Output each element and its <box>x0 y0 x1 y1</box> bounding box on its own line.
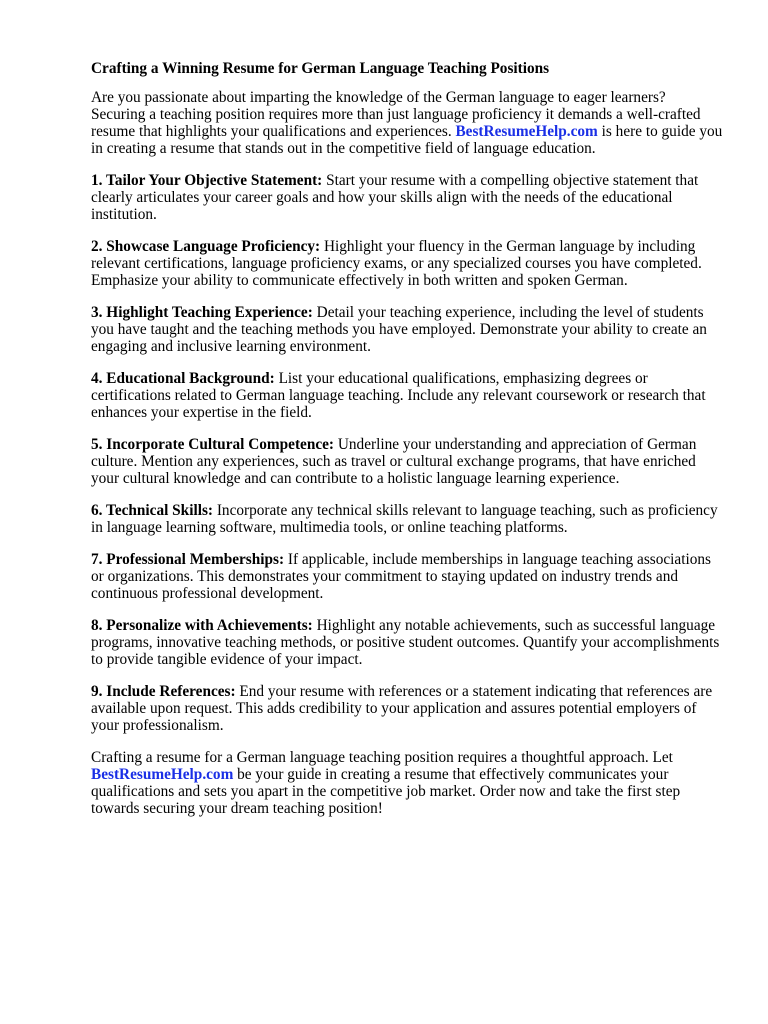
section-text: Underline your understanding and appreciation of German culture. Mention any experiences, such as travel or cultural exchange programs, that have enriched your cultural knowledge and can contribute to a holistic language learning experience. <box>91 436 697 487</box>
section-text: List your educational qualifications, emphasizing degrees or certifications related to German language teaching. Include any relevant coursework or research that enhances your expertise in the field. <box>91 370 706 421</box>
document-title: Crafting a Winning Resume for German Language Teaching Positions <box>91 60 550 77</box>
section-heading: 3. Highlight Teaching Experience: <box>91 304 313 321</box>
section-heading: 1. Tailor Your Objective Statement: <box>91 172 323 189</box>
section-paragraph <box>91 551 723 602</box>
intro-paragraph <box>91 89 723 157</box>
section-heading: 7. Professional Memberships: <box>91 551 285 568</box>
section-paragraph <box>91 617 723 668</box>
section-text: End your resume with references or a statement indicating that references are available upon request. This adds credibility to your application and assures potential employers of your professionalism. <box>91 683 713 734</box>
section-text: If applicable, include memberships in language teaching associations or organizations. This demonstrates your commitment to staying updated on industry trends and continuous professional development. <box>91 551 711 602</box>
section-heading: 4. Educational Background: <box>91 370 275 387</box>
section-paragraph <box>91 304 723 355</box>
section-heading: 6. Technical Skills: <box>91 502 213 519</box>
bestresumehelp-link[interactable]: BestResumeHelp.com <box>91 766 234 783</box>
section-paragraph <box>91 683 723 734</box>
conclusion-text-after: be your guide in creating a resume that effectively communicates your qualifications and sets you apart in the competitive job market. Order now and take the first step towards securing your dream teaching position! <box>91 766 681 817</box>
document-body <box>91 60 723 832</box>
section-paragraph <box>91 370 723 421</box>
section-heading: 8. Personalize with Achievements: <box>91 617 313 634</box>
section-text: Highlight your fluency in the German language by including relevant certifications, language proficiency exams, or any specialized courses you have completed. Emphasize your ability to communicate effectively in both written and spoken German. <box>91 238 702 289</box>
section-text: Start your resume with a compelling objective statement that clearly articulates your career goals and how your skills align with the needs of the educational institution. <box>91 172 699 223</box>
section-paragraph <box>91 172 723 223</box>
conclusion-text-before: Crafting a resume for a German language teaching position requires a thoughtful approach. Let <box>91 749 673 766</box>
section-text: Detail your teaching experience, including the level of students you have taught and the teaching methods you have employed. Demonstrate your ability to create an engaging and inclusive learning environment. <box>91 304 707 355</box>
section-heading: 5. Incorporate Cultural Competence: <box>91 436 335 453</box>
section-paragraph <box>91 502 723 536</box>
section-heading: 2. Showcase Language Proficiency: <box>91 238 321 255</box>
section-text: Highlight any notable achievements, such as successful language programs, innovative teaching methods, or positive student outcomes. Quantify your accomplishments to provide tangible evidence of your impact. <box>91 617 720 668</box>
section-paragraph <box>91 436 723 487</box>
section-paragraph <box>91 238 723 289</box>
intro-text-after: is here to guide you in creating a resume that stands out in the competitive field of language education. <box>91 123 723 157</box>
bestresumehelp-link[interactable]: BestResumeHelp.com <box>455 123 598 140</box>
section-heading: 9. Include References: <box>91 683 236 700</box>
conclusion-paragraph <box>91 749 723 817</box>
intro-text-before: Are you passionate about imparting the knowledge of the German language to eager learners? Securing a teaching position requires more than just language proficiency it demands a well-crafted resume that highlights your qualifications and experiences. <box>91 89 701 140</box>
section-text: Incorporate any technical skills relevant to language teaching, such as proficiency in language learning software, multimedia tools, or online teaching platforms. <box>91 502 718 536</box>
